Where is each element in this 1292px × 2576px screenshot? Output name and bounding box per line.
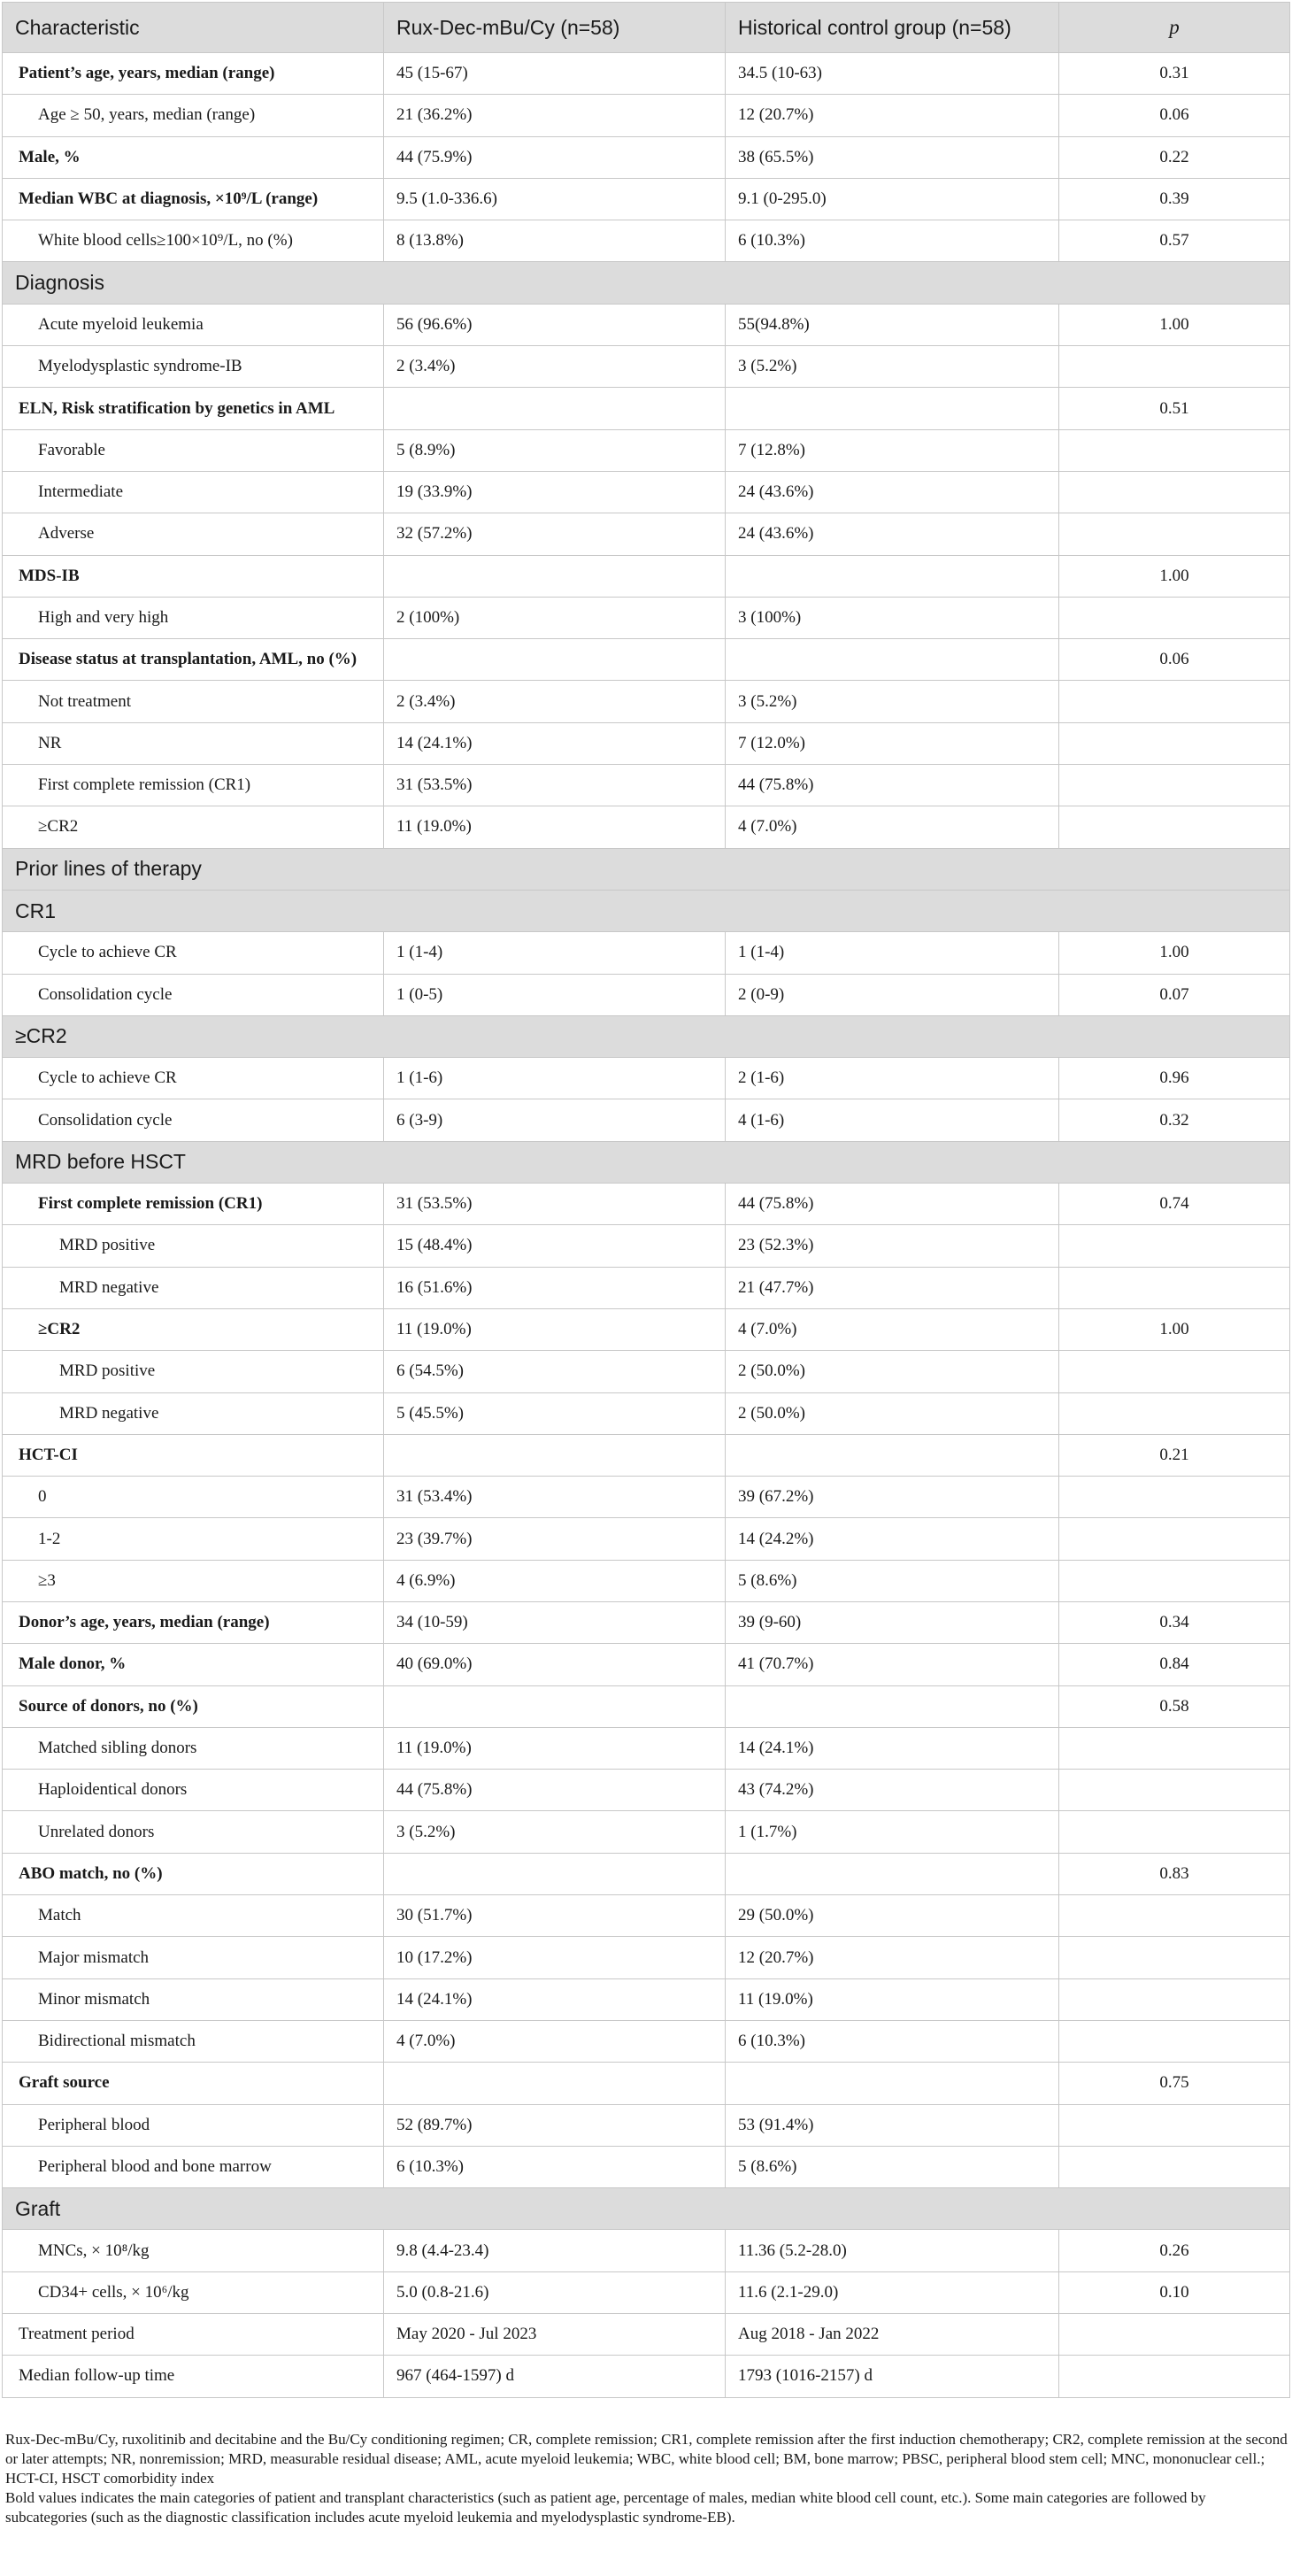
characteristic-cell: Haploidentical donors <box>3 1770 384 1811</box>
historical-value-cell: 7 (12.8%) <box>726 429 1059 471</box>
characteristic-cell: Minor mismatch <box>3 1978 384 2020</box>
section-header-row <box>3 2188 1290 2230</box>
historical-value-cell: 4 (7.0%) <box>726 806 1059 848</box>
historical-value-cell: 44 (75.8%) <box>726 765 1059 806</box>
characteristic-cell: Myelodysplastic syndrome-IB <box>3 346 384 388</box>
p-value-cell: 0.75 <box>1059 2063 1290 2104</box>
characteristic-cell: 0 <box>3 1477 384 1518</box>
rux-dec-value-cell: 31 (53.5%) <box>384 1184 726 1225</box>
historical-value-cell: 2 (0-9) <box>726 974 1059 1015</box>
p-value-cell <box>1059 1477 1290 1518</box>
rux-dec-value-cell <box>384 388 726 429</box>
historical-value-cell: 6 (10.3%) <box>726 2020 1059 2062</box>
section-header-row <box>3 262 1290 304</box>
characteristic-cell: White blood cells≥100×10⁹/L, no (%) <box>3 220 384 262</box>
characteristic-cell: MRD positive <box>3 1225 384 1267</box>
historical-value-cell <box>726 1685 1059 1727</box>
section-label: Prior lines of therapy <box>3 848 1290 890</box>
p-value-cell: 0.06 <box>1059 639 1290 681</box>
p-value-cell: 0.83 <box>1059 1853 1290 1894</box>
rux-dec-value-cell: 32 (57.2%) <box>384 513 726 555</box>
p-value-cell <box>1059 1978 1290 2020</box>
rux-dec-value-cell: 9.5 (1.0-336.6) <box>384 178 726 220</box>
characteristic-cell: Cycle to achieve CR <box>3 932 384 974</box>
characteristic-cell: Consolidation cycle <box>3 1099 384 1141</box>
table-row <box>3 136 1290 178</box>
rux-dec-value-cell: 34 (10-59) <box>384 1601 726 1643</box>
table-row <box>3 1392 1290 1434</box>
historical-value-cell: 11.36 (5.2-28.0) <box>726 2230 1059 2271</box>
characteristic-cell: High and very high <box>3 597 384 638</box>
p-value-cell: 0.34 <box>1059 1601 1290 1643</box>
table-row <box>3 471 1290 513</box>
table-row <box>3 2063 1290 2104</box>
characteristic-cell: Male donor, % <box>3 1644 384 1685</box>
historical-value-cell: 38 (65.5%) <box>726 136 1059 178</box>
table-row <box>3 932 1290 974</box>
p-value-cell: 1.00 <box>1059 1308 1290 1350</box>
characteristic-cell: Matched sibling donors <box>3 1727 384 1769</box>
p-value-cell: 0.06 <box>1059 95 1290 136</box>
p-value-cell: 0.31 <box>1059 53 1290 95</box>
table-row <box>3 1518 1290 1560</box>
characteristic-cell: Match <box>3 1895 384 1937</box>
characteristic-cell: Median follow-up time <box>3 2356 384 2397</box>
rux-dec-value-cell: 8 (13.8%) <box>384 220 726 262</box>
characteristic-cell: Intermediate <box>3 471 384 513</box>
table-footnotes <box>5 2430 1288 2527</box>
table-row <box>3 1099 1290 1141</box>
p-value-cell <box>1059 1392 1290 1434</box>
historical-value-cell: 55(94.8%) <box>726 304 1059 345</box>
characteristic-cell: Major mismatch <box>3 1937 384 1978</box>
historical-value-cell: 14 (24.1%) <box>726 1727 1059 1769</box>
historical-value-cell: 12 (20.7%) <box>726 1937 1059 1978</box>
table-row <box>3 2271 1290 2313</box>
table-row <box>3 53 1290 95</box>
historical-value-cell <box>726 639 1059 681</box>
rux-dec-value-cell: 44 (75.8%) <box>384 1770 726 1811</box>
table-row <box>3 1267 1290 1308</box>
characteristic-cell: MRD negative <box>3 1267 384 1308</box>
characteristic-cell: Median WBC at diagnosis, ×10⁹/L (range) <box>3 178 384 220</box>
characteristic-cell: Disease status at transplantation, AML, no (%) <box>3 639 384 681</box>
historical-value-cell: 3 (100%) <box>726 597 1059 638</box>
table-row <box>3 2146 1290 2187</box>
characteristic-cell: Patient’s age, years, median (range) <box>3 53 384 95</box>
rux-dec-value-cell: 9.8 (4.4-23.4) <box>384 2230 726 2271</box>
p-value-cell <box>1059 597 1290 638</box>
table-row <box>3 513 1290 555</box>
rux-dec-value-cell: 2 (100%) <box>384 597 726 638</box>
rux-dec-value-cell: 14 (24.1%) <box>384 722 726 764</box>
table-row <box>3 2230 1290 2271</box>
rux-dec-value-cell: 44 (75.9%) <box>384 136 726 178</box>
rux-dec-value-cell: 6 (3-9) <box>384 1099 726 1141</box>
section-label: CR1 <box>3 890 1290 931</box>
rux-dec-value-cell: 15 (48.4%) <box>384 1225 726 1267</box>
p-value-cell <box>1059 1351 1290 1392</box>
p-value-cell <box>1059 1937 1290 1978</box>
characteristic-cell: Favorable <box>3 429 384 471</box>
historical-value-cell: 24 (43.6%) <box>726 513 1059 555</box>
rux-dec-value-cell: 6 (54.5%) <box>384 1351 726 1392</box>
rux-dec-value-cell: 11 (19.0%) <box>384 1727 726 1769</box>
characteristic-cell: MNCs, × 10⁸/kg <box>3 2230 384 2271</box>
historical-value-cell: 3 (5.2%) <box>726 346 1059 388</box>
rux-dec-value-cell: May 2020 - Jul 2023 <box>384 2314 726 2356</box>
table-row <box>3 1225 1290 1267</box>
historical-value-cell <box>726 555 1059 597</box>
p-value-cell <box>1059 765 1290 806</box>
table-row <box>3 1811 1290 1853</box>
characteristic-cell: Treatment period <box>3 2314 384 2356</box>
characteristic-cell: First complete remission (CR1) <box>3 765 384 806</box>
p-value-cell <box>1059 1770 1290 1811</box>
p-value-cell <box>1059 1225 1290 1267</box>
rux-dec-value-cell: 1 (1-4) <box>384 932 726 974</box>
rux-dec-value-cell: 5 (8.9%) <box>384 429 726 471</box>
historical-value-cell: 43 (74.2%) <box>726 1770 1059 1811</box>
rux-dec-value-cell: 967 (464-1597) d <box>384 2356 726 2397</box>
characteristic-cell: Donor’s age, years, median (range) <box>3 1601 384 1643</box>
table-row <box>3 765 1290 806</box>
rux-dec-value-cell: 19 (33.9%) <box>384 471 726 513</box>
characteristic-cell: MRD negative <box>3 1392 384 1434</box>
rux-dec-value-cell: 16 (51.6%) <box>384 1267 726 1308</box>
p-value-cell <box>1059 1518 1290 1560</box>
rux-dec-value-cell: 40 (69.0%) <box>384 1644 726 1685</box>
rux-dec-value-cell: 21 (36.2%) <box>384 95 726 136</box>
rux-dec-value-cell: 31 (53.4%) <box>384 1477 726 1518</box>
table-row <box>3 1978 1290 2020</box>
p-value-cell <box>1059 471 1290 513</box>
historical-value-cell: 53 (91.4%) <box>726 2104 1059 2146</box>
header-historical-control: Historical control group (n=58) <box>726 3 1059 53</box>
historical-value-cell <box>726 388 1059 429</box>
characteristic-cell: ≥CR2 <box>3 806 384 848</box>
characteristic-cell: Unrelated donors <box>3 1811 384 1853</box>
historical-value-cell <box>726 1434 1059 1476</box>
table-row <box>3 2314 1290 2356</box>
table-row <box>3 2356 1290 2397</box>
p-value-cell <box>1059 346 1290 388</box>
rux-dec-value-cell <box>384 639 726 681</box>
p-value-cell: 0.74 <box>1059 1184 1290 1225</box>
characteristic-cell: Peripheral blood <box>3 2104 384 2146</box>
rux-dec-value-cell: 3 (5.2%) <box>384 1811 726 1853</box>
section-label: Graft <box>3 2188 1290 2230</box>
p-value-cell: 0.84 <box>1059 1644 1290 1685</box>
historical-value-cell <box>726 2063 1059 2104</box>
table-row <box>3 1184 1290 1225</box>
characteristic-cell: MRD positive <box>3 1351 384 1392</box>
rux-dec-value-cell <box>384 555 726 597</box>
historical-value-cell: 5 (8.6%) <box>726 2146 1059 2187</box>
table-row <box>3 1685 1290 1727</box>
rux-dec-value-cell <box>384 1434 726 1476</box>
p-value-cell: 0.96 <box>1059 1058 1290 1099</box>
rux-dec-value-cell: 2 (3.4%) <box>384 346 726 388</box>
characteristic-cell: Acute myeloid leukemia <box>3 304 384 345</box>
table-row <box>3 429 1290 471</box>
rux-dec-value-cell: 2 (3.4%) <box>384 681 726 722</box>
p-value-cell: 1.00 <box>1059 304 1290 345</box>
table-row <box>3 2104 1290 2146</box>
p-value-cell <box>1059 2020 1290 2062</box>
characteristic-cell: Age ≥ 50, years, median (range) <box>3 95 384 136</box>
historical-value-cell: 4 (7.0%) <box>726 1308 1059 1350</box>
section-label: MRD before HSCT <box>3 1141 1290 1183</box>
rux-dec-value-cell: 30 (51.7%) <box>384 1895 726 1937</box>
header-rux-dec-group: Rux-Dec-mBu/Cy (n=58) <box>384 3 726 53</box>
p-value-cell <box>1059 1811 1290 1853</box>
p-value-cell <box>1059 2356 1290 2397</box>
footnote-bold-note: Bold values indicates the main categories of patient and transplant characteristics (such as patient age, percentage of males, median white blood cell count, etc.). Some main categories are followed by subcategories (such as the diagnostic classification includes acute myeloid leukemia and myelodysplastic syndrome-EB). <box>5 2489 1206 2526</box>
p-value-cell: 0.21 <box>1059 1434 1290 1476</box>
table-row <box>3 1434 1290 1476</box>
table-row <box>3 1727 1290 1769</box>
characteristic-cell: MDS-IB <box>3 555 384 597</box>
table-body <box>3 53 1290 2398</box>
table-row <box>3 1601 1290 1643</box>
historical-value-cell: 14 (24.2%) <box>726 1518 1059 1560</box>
table-row <box>3 388 1290 429</box>
p-value-cell <box>1059 2314 1290 2356</box>
characteristic-cell: NR <box>3 722 384 764</box>
rux-dec-value-cell: 23 (39.7%) <box>384 1518 726 1560</box>
table-row <box>3 1058 1290 1099</box>
characteristic-cell: ABO match, no (%) <box>3 1853 384 1894</box>
p-value-cell <box>1059 429 1290 471</box>
p-value-cell: 0.07 <box>1059 974 1290 1015</box>
historical-value-cell: 4 (1-6) <box>726 1099 1059 1141</box>
header-characteristic: Characteristic <box>3 3 384 53</box>
historical-value-cell: 9.1 (0-295.0) <box>726 178 1059 220</box>
historical-value-cell <box>726 1853 1059 1894</box>
table-row <box>3 974 1290 1015</box>
table-row <box>3 1477 1290 1518</box>
p-value-cell: 0.22 <box>1059 136 1290 178</box>
p-value-cell <box>1059 2146 1290 2187</box>
rux-dec-value-cell: 6 (10.3%) <box>384 2146 726 2187</box>
characteristic-cell: Male, % <box>3 136 384 178</box>
rux-dec-value-cell <box>384 2063 726 2104</box>
characteristic-cell: HCT-CI <box>3 1434 384 1476</box>
characteristic-cell: Cycle to achieve CR <box>3 1058 384 1099</box>
p-value-cell <box>1059 681 1290 722</box>
rux-dec-value-cell: 11 (19.0%) <box>384 806 726 848</box>
characteristic-cell: ELN, Risk stratification by genetics in AML <box>3 388 384 429</box>
table-row <box>3 1560 1290 1601</box>
table-row <box>3 722 1290 764</box>
historical-value-cell: 12 (20.7%) <box>726 95 1059 136</box>
historical-value-cell: 2 (50.0%) <box>726 1351 1059 1392</box>
section-header-row <box>3 1015 1290 1057</box>
p-value-cell <box>1059 1895 1290 1937</box>
p-value-cell: 0.51 <box>1059 388 1290 429</box>
section-label: ≥CR2 <box>3 1015 1290 1057</box>
historical-value-cell: 34.5 (10-63) <box>726 53 1059 95</box>
rux-dec-value-cell: 4 (7.0%) <box>384 2020 726 2062</box>
characteristic-cell: Adverse <box>3 513 384 555</box>
rux-dec-value-cell: 56 (96.6%) <box>384 304 726 345</box>
table-row <box>3 1895 1290 1937</box>
table-row <box>3 555 1290 597</box>
table-row <box>3 178 1290 220</box>
rux-dec-value-cell: 10 (17.2%) <box>384 1937 726 1978</box>
characteristic-cell: Not treatment <box>3 681 384 722</box>
historical-value-cell: 1 (1-4) <box>726 932 1059 974</box>
historical-value-cell: 39 (9-60) <box>726 1601 1059 1643</box>
table-row <box>3 1351 1290 1392</box>
historical-value-cell: 24 (43.6%) <box>726 471 1059 513</box>
p-value-cell: 0.10 <box>1059 2271 1290 2313</box>
section-header-row <box>3 1141 1290 1183</box>
p-value-cell: 0.32 <box>1059 1099 1290 1141</box>
rux-dec-value-cell: 5.0 (0.8-21.6) <box>384 2271 726 2313</box>
p-value-cell: 0.39 <box>1059 178 1290 220</box>
rux-dec-value-cell <box>384 1853 726 1894</box>
historical-value-cell: 1 (1.7%) <box>726 1811 1059 1853</box>
historical-value-cell: 29 (50.0%) <box>726 1895 1059 1937</box>
rux-dec-value-cell: 14 (24.1%) <box>384 1978 726 2020</box>
characteristic-cell: Consolidation cycle <box>3 974 384 1015</box>
rux-dec-value-cell: 1 (0-5) <box>384 974 726 1015</box>
historical-value-cell: 11 (19.0%) <box>726 1978 1059 2020</box>
historical-value-cell: Aug 2018 - Jan 2022 <box>726 2314 1059 2356</box>
table-row <box>3 1853 1290 1894</box>
header-p-value: p <box>1059 3 1290 53</box>
rux-dec-value-cell: 52 (89.7%) <box>384 2104 726 2146</box>
historical-value-cell: 3 (5.2%) <box>726 681 1059 722</box>
table-row <box>3 95 1290 136</box>
rux-dec-value-cell <box>384 1685 726 1727</box>
characteristic-cell: Graft source <box>3 2063 384 2104</box>
p-value-cell: 1.00 <box>1059 555 1290 597</box>
table-row <box>3 2020 1290 2062</box>
section-header-row <box>3 848 1290 890</box>
historical-value-cell: 6 (10.3%) <box>726 220 1059 262</box>
historical-value-cell: 44 (75.8%) <box>726 1184 1059 1225</box>
p-value-cell: 0.26 <box>1059 2230 1290 2271</box>
historical-value-cell: 41 (70.7%) <box>726 1644 1059 1685</box>
characteristic-cell: First complete remission (CR1) <box>3 1184 384 1225</box>
p-value-cell <box>1059 722 1290 764</box>
footnote-abbreviations: Rux-Dec-mBu/Cy, ruxolitinib and decitabine and the Bu/Cy conditioning regimen; CR, complete remission; CR1, complete remission after the first induction chemotherapy; CR2, complete remission at the second or later attempts; NR, nonremission; MRD, measurable residual disease; AML, acute myeloid leukemia; WBC, white blood cell; BM, bone marrow; PBSC, peripheral blood stem cell; MNC, mononuclear cell.; HCT-CI, HSCT comorbidity index <box>5 2431 1288 2487</box>
characteristic-cell: ≥3 <box>3 1560 384 1601</box>
table-row <box>3 639 1290 681</box>
section-header-row <box>3 890 1290 931</box>
table-row <box>3 220 1290 262</box>
p-value-cell: 0.58 <box>1059 1685 1290 1727</box>
characteristic-cell: Bidirectional mismatch <box>3 2020 384 2062</box>
p-value-cell <box>1059 1727 1290 1769</box>
table-row <box>3 1644 1290 1685</box>
characteristic-cell: Source of donors, no (%) <box>3 1685 384 1727</box>
table-row <box>3 1937 1290 1978</box>
historical-value-cell: 23 (52.3%) <box>726 1225 1059 1267</box>
characteristic-cell: 1-2 <box>3 1518 384 1560</box>
historical-value-cell: 21 (47.7%) <box>726 1267 1059 1308</box>
table-row <box>3 1308 1290 1350</box>
historical-value-cell: 1793 (1016-2157) d <box>726 2356 1059 2397</box>
historical-value-cell: 5 (8.6%) <box>726 1560 1059 1601</box>
p-value-cell: 1.00 <box>1059 932 1290 974</box>
p-value-cell <box>1059 1560 1290 1601</box>
rux-dec-value-cell: 31 (53.5%) <box>384 765 726 806</box>
rux-dec-value-cell: 5 (45.5%) <box>384 1392 726 1434</box>
rux-dec-value-cell: 11 (19.0%) <box>384 1308 726 1350</box>
historical-value-cell: 2 (50.0%) <box>726 1392 1059 1434</box>
rux-dec-value-cell: 45 (15-67) <box>384 53 726 95</box>
historical-value-cell: 39 (67.2%) <box>726 1477 1059 1518</box>
table-header-row <box>3 3 1290 53</box>
table-row <box>3 346 1290 388</box>
table-row <box>3 597 1290 638</box>
rux-dec-value-cell: 1 (1-6) <box>384 1058 726 1099</box>
characteristic-cell: CD34+ cells, × 10⁶/kg <box>3 2271 384 2313</box>
p-value-cell <box>1059 806 1290 848</box>
p-value-cell <box>1059 2104 1290 2146</box>
historical-value-cell: 2 (1-6) <box>726 1058 1059 1099</box>
table-row <box>3 681 1290 722</box>
p-value-cell <box>1059 513 1290 555</box>
historical-value-cell: 7 (12.0%) <box>726 722 1059 764</box>
historical-value-cell: 11.6 (2.1-29.0) <box>726 2271 1059 2313</box>
characteristic-cell: Peripheral blood and bone marrow <box>3 2146 384 2187</box>
p-value-cell <box>1059 1267 1290 1308</box>
characteristic-cell: ≥CR2 <box>3 1308 384 1350</box>
section-label: Diagnosis <box>3 262 1290 304</box>
table-row <box>3 1770 1290 1811</box>
table-row <box>3 304 1290 345</box>
table-row <box>3 806 1290 848</box>
p-value-cell: 0.57 <box>1059 220 1290 262</box>
characteristics-table <box>2 2 1290 2398</box>
rux-dec-value-cell: 4 (6.9%) <box>384 1560 726 1601</box>
